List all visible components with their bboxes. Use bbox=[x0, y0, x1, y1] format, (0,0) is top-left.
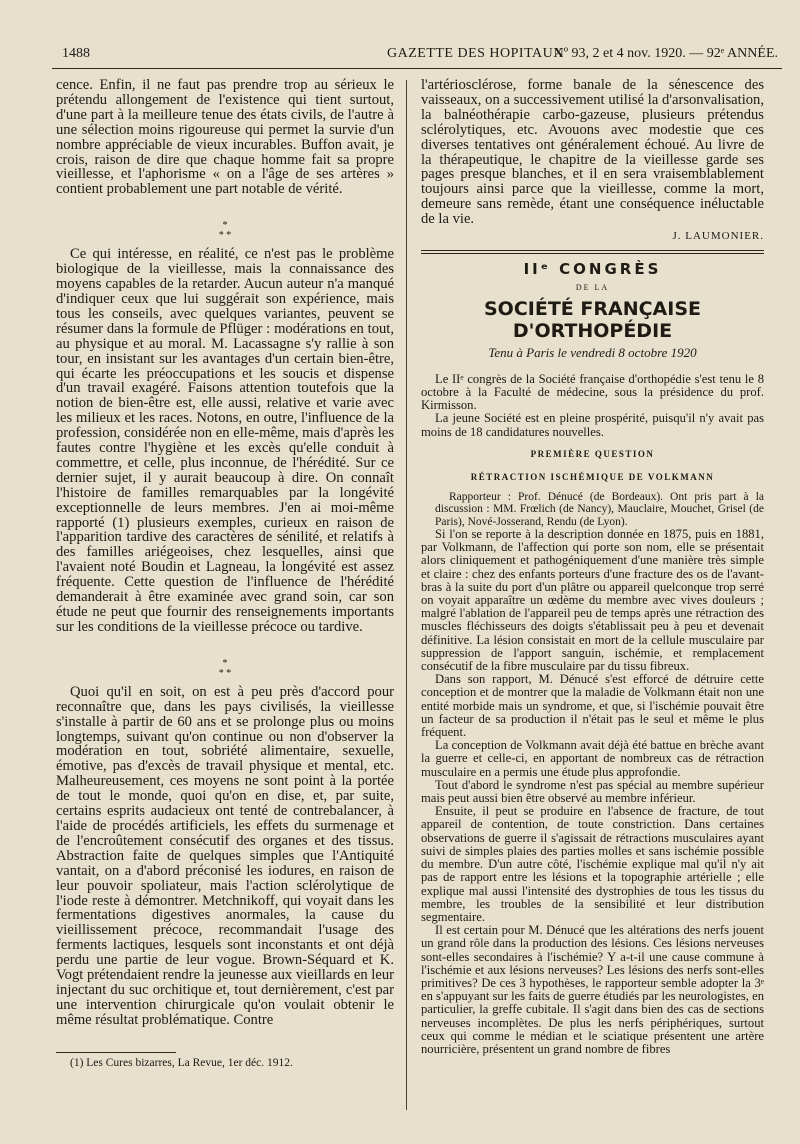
left-column bbox=[56, 78, 394, 1118]
author-signature: J. LAUMONIER. bbox=[672, 230, 764, 243]
left-paragraph-2: Ce qui intéresse, en réalité, ce n'est pas le problème biologique de la vieillesse, mais la connaissance des moyens capables de la retarder. Aucun auteur n'a manqué d'indiquer ceux que lui suggérait son expérience, mais tous les conseils, avec quelques variantes, peuvent se résumer dans la formule de Pflüger : modérations en tout, au physique et au moral. M. Lacassagne s'y rallie à son tour, en insistant sur les avantages d'un certain bien-être, qui écarte les préoccupations et les soucis et dispense d'un travail exagéré. Faisons attention toutefois que la notion de bien-être est, elle aussi, relative et varie avec les milieux et les races. Notons, en outre, l'influence de la profession, considérée non en elle-même, mais d'après les fautes contre l'hygiène et les excès qu'elle conduit à commettre, et celle, plus inconnue, de l'hérédité. Sur ce dernier sujet, il y aurait beaucoup à dire. On connaît l'histoire de familles remarquables par la longévité exceptionnelle de leurs membres. J'en ai moi-même rapporté (1) plusieurs exemples, curieux en raison de l'apparition tardive des caractères de sénilité, et relatifs à des familles ariégeoises, chez lesquelles, ainsi que l'avaient noté Boudin et Lagneau, la longévité est assez fréquente. Cette question de l'influence de l'hérédité demanderait à être examinée avec grand soin, car son étude ne peut que fournir des renseignements importants sur les conditions de la vieillesse précoce ou tardive. bbox=[56, 246, 394, 635]
right-paragraph-8: Ensuite, il peut se produire en l'absence de fracture, de tout appareil de contention, de toute constriction. Dans certaines observations de guerre il s'agissait de rétractions musculaires ayant suivi de simples plaies des parties molles et sans ischémie possible du membre. D'un autre côté, l'ischémie explique mal qu'il n'y ait pas de rapport entre les lésions et la topographie artérielle ; elle explique mal aussi l'intensité des dystrophies de tous les tissus du membre, les troubles de la sensibilité et leur distribution segmentaire. bbox=[421, 804, 764, 924]
footnote: (1) Les Cures bizarres, La Revue, 1er déc. 1912. bbox=[70, 1056, 293, 1069]
right-paragraph-7: Tout d'abord le syndrome n'est pas spécial au membre supérieur mais peut aussi bien être observé au membre inférieur. bbox=[421, 777, 764, 806]
right-column bbox=[421, 78, 764, 1118]
section-separator-2: * * * bbox=[218, 657, 232, 679]
journal-title: GAZETTE DES HOPITAUX bbox=[387, 46, 564, 61]
right-paragraph-5: Dans son rapport, M. Dénucé s'est efforcé de détruire cette conception et de montrer que la maladie de Volkmann était non une entité morbide mais un syndrome, et que, si l'ischémie pouvait être un facteur de sa production il n'était pas le seul et même le plus fréquent. bbox=[421, 672, 764, 740]
page-number: 1488 bbox=[62, 46, 90, 61]
issue-date: Nº 93, 2 et 4 nov. 1920. — 92ᵉ ANNÉE. bbox=[553, 46, 778, 61]
congress-title: IIᵉ CONGRÈS bbox=[523, 259, 662, 278]
footnote-rule bbox=[56, 1052, 176, 1053]
topic-heading: RÉTRACTION ISCHÉMIQUE DE VOLKMANN bbox=[470, 471, 715, 482]
congress-date: Tenu à Paris le vendredi 8 octobre 1920 bbox=[488, 344, 697, 360]
right-paragraph-9: Il est certain pour M. Dénucé que les altérations des nerfs jouent un grand rôle dans la production des lésions. Ces lésions nerveuses sont-elles secondaires à l'ischémie? Y a-t-il une cause commune à l'ischémie et aux lésions nerveuses? Les lésions des nerfs sont-elles primitives? De ces 3 hypothèses, le rapporteur semble adopter la 3ᵉ en s'appuyant sur les faits de guerre étudiés par les neurologistes, en particulier, la greffe cubitale. Il s'agit dans bien des cas de sections nerveuses incomplètes. De plus les nerfs périphériques, surtout ceux qui comme le médian et le sciatique présentent une artère nourricière, présentent un grand nombre de fibres bbox=[421, 923, 764, 1056]
left-paragraph-1: cence. Enfin, il ne faut pas prendre trop au sérieux le prétendu allongement de l'existence qui tient surtout, d'une part à la meilleure tenue des états civils, de l'autre à une sélection moins rigoureuse qui permet la survie d'un nombre appréciable de vieux incurables. Buffon avait, je crois, raison de dire que chaque homme fait sa propre vieillesse, et l'aphorisme « on a l'âge de ses artères » contient probablement une part notable de vérité. bbox=[56, 78, 394, 198]
congress-de-la: DE LA bbox=[575, 282, 610, 292]
right-paragraph-1: l'artériosclérose, forme banale de la sénescence des vaisseaux, on a successivement utilisé la d'arsonvalisation, la balnéothérapie carbo-gazeuse, plusieurs prétendus sclérolytiques, etc. Avouons avec modestie que ces diverses tentatives ont généralement échoué. Au livre de la thérapeutique, le chapitre de la vieillesse garde ses pages presque blanches, et il en sera vraisemblablement toujours ainsi parce que la vieillesse, comme la mort, demeure sans remède, étant une conséquence inéluctable de la vie. bbox=[421, 78, 764, 228]
section-separator-1: * * * bbox=[218, 220, 232, 242]
rapporteur-line: Rapporteur : Prof. Dénucé (de Bordeaux). Ont pris part à la discussion : MM. Frœlich (de Nancy), Mauclaire, Mouchet, Grisel (de Paris), Nové-Josserand, Rendu (de Lyon). bbox=[435, 490, 764, 528]
society-title: SOCIÉTÉ FRANÇAISE D'ORTHOPÉDIE bbox=[484, 297, 701, 342]
right-paragraph-3: La jeune Société est en pleine prospérité, puisqu'il n'y avait pas moins de 18 candidatures nouvelles. bbox=[421, 411, 764, 439]
right-paragraph-6: La conception de Volkmann avait déjà été battue en brèche avant la guerre et celle-ci, en apportant de nombreux cas de rétraction musculaire en a permis une étude plus approfondie. bbox=[421, 738, 764, 779]
page-header bbox=[52, 44, 782, 69]
right-paragraph-4: Si l'on se reporte à la description donnée en 1875, puis en 1881, par Volkmann, de l'affection qui porte son nom, elle se présentait alors cliniquement et pathogéniquement d'une manière très simple et claire : chez des enfants porteurs d'une fracture des os de l'avant-bras à la suite du port d'un plâtre ou appareil quelconque trop serré on voyait apparaître un œdème du membre avec vives douleurs ; malgré l'ablation de l'appareil peu de temps après une rétraction des muscles fléchisseurs des doigts s'établissait peu à peu et devenait définitive. La lésion consistait en mort de la cellule musculaire par suppression de l'apport sanguin, ischémie, et remplacement consécutif de la fibre musculaire par du tissu fibreux. bbox=[421, 527, 764, 674]
section-double-rule bbox=[421, 250, 764, 254]
question-heading: PREMIÈRE QUESTION bbox=[530, 448, 655, 459]
column-divider bbox=[406, 80, 407, 1110]
left-paragraph-3: Quoi qu'il en soit, on est à peu près d'accord pour reconnaître que, dans les pays civilisés, la vieillesse s'installe à partir de 60 ans et se prolonge plus ou moins longtemps, suivant qu'on continue ou non d'observer la modération en tout, sobriété alimentaire, sexuelle, émotive, pas d'excès de travail physique et mental, etc. Malheureusement, ces moyens ne sont point à la portée de tout le monde, quoi qu'on en dise, et, par suite, certains esprits audacieux ont tenté de contrebalancer, à l'aide de procédés artificiels, les effets du surmenage et de l'encroûtement consécutif des organes et des tissus. Abstraction faite de quelques simples que l'Antiquité vantait, on a d'abord préconisé les iodures, en raison de leur pouvoir spoliateur, mais l'action sclérolytique de l'iode reste à démontrer. Metchnikoff, qui voyait dans les fermentations digestives anormales, la cause du vieillissement précoce, recommandait l'usage des ferments lactiques, lesquels sont inconstants et ont déjà perdu une partie de leur vogue. Brown-Séquard et K. Vogt prétendaient rendre la jeunesse aux vieillards en leur injectant du suc orchitique et, tout dernièrement, c'est par une intervention chirurgicale qu'on voulait obtenir le même résultat problématique. Contre bbox=[56, 683, 394, 1028]
right-paragraph-2: Le IIᵉ congrès de la Société française d'orthopédie s'est tenu le 8 octobre à la Faculté de médecine, sous la présidence du prof. Kirmisson. bbox=[421, 371, 764, 413]
